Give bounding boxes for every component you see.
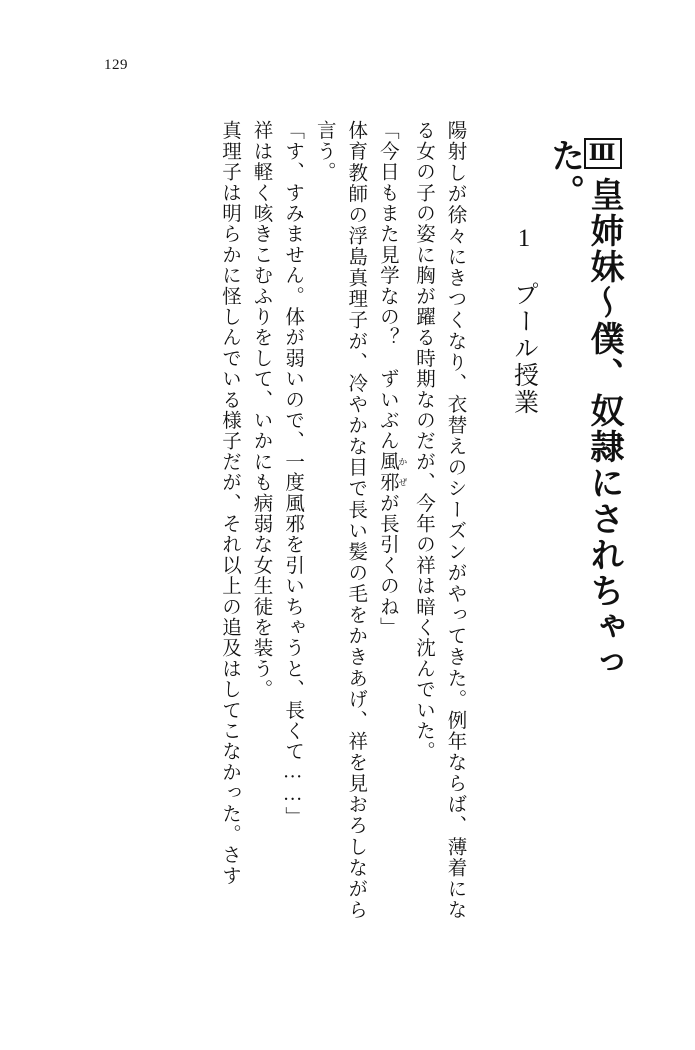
page-number: 129 bbox=[104, 57, 128, 73]
chapter-heading bbox=[545, 138, 623, 698]
section-heading: 1 プール授業 bbox=[510, 225, 538, 416]
paragraph: 真理子は明らかに怪しんでいる様子だが、それ以上の追及はしてこなかった。さす bbox=[218, 120, 240, 886]
chapter-number: Ⅲ bbox=[584, 138, 623, 169]
paragraph: 祥は軽く咳きこむふりをして、いかにも病弱な女生徒を装う。 bbox=[250, 120, 272, 700]
paragraph: 陽射しが徐々にきつくなり、衣替えのシーズンがやってきた。例年ならば、薄着になる女の子の姿に胸が躍る時期なのだが、今年の祥は暗く沈んでいた。 bbox=[412, 120, 466, 920]
paragraph-with-ruby: 体育教師の浮島真理子が、冷やかな目で長い髪の毛をかきあげ、祥を見おろしながら言う。 bbox=[313, 120, 367, 920]
paragraph: 「す、すみません。体が弱いので、一度風邪を引いちゃうと、長くて……」 bbox=[282, 120, 304, 827]
chapter-title-text: 皇姉妹〜僕、奴隷にされちゃった。 bbox=[545, 138, 622, 681]
chapter-title bbox=[545, 138, 623, 698]
vertical-text-block bbox=[66, 120, 623, 990]
body-text bbox=[213, 120, 470, 920]
paragraph: 「今日もまた見学なの？ ずいぶん風邪 かぜが長引くのね」 bbox=[376, 120, 408, 638]
